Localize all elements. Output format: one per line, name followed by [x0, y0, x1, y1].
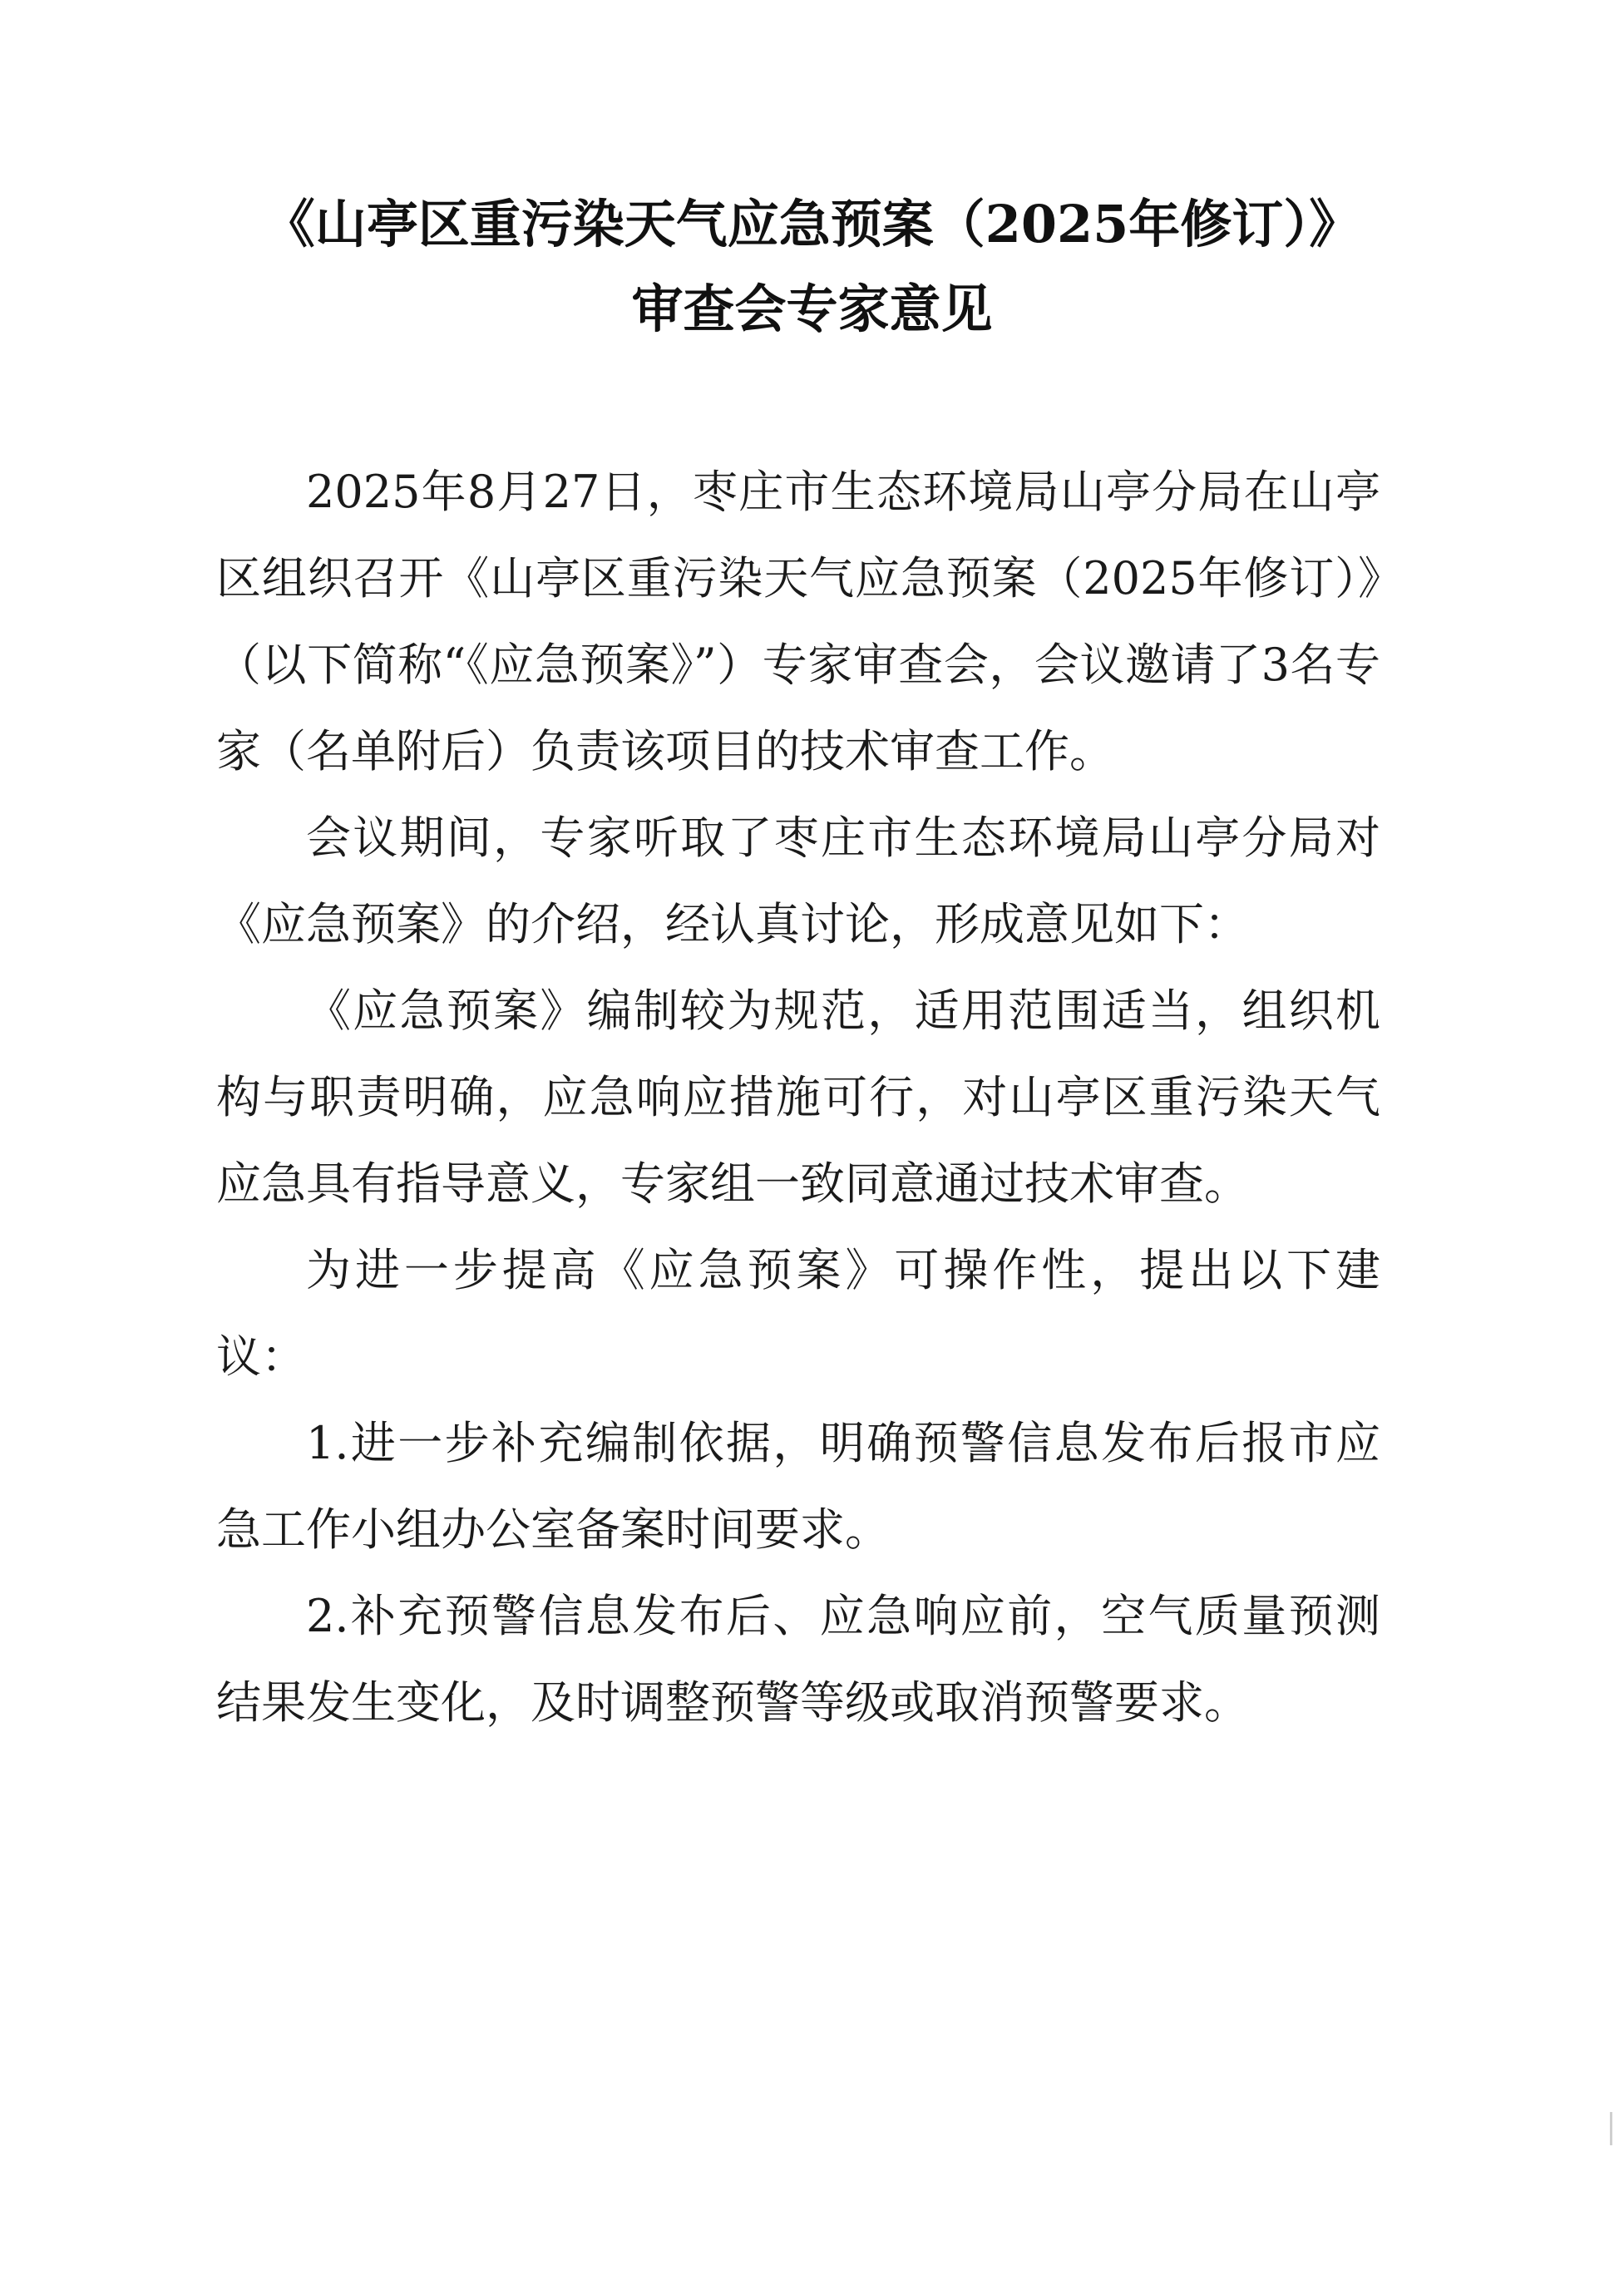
- suggestion-item-1: 1.进一步补充编制依据，明确预警信息发布后报市应急工作小组办公室备案时间要求。: [216, 1417, 1380, 1556]
- paragraph-review-conclusion: 《应急预案》编制较为规范，适用范围适当，组织机构与职责明确，应急响应措施可行，对山亭区重污染天气应急具有指导意义，专家组一致同意通过技术审查。: [216, 984, 1380, 1210]
- paragraph-meeting-info: 2025年8月27日，枣庄市生态环境局山亭分局在山亭区组织召开《山亭区重污染天气应急预案（2025年修订）》（以下简称“《应急预案》”）专家审查会，会议邀请了3名专家（名单附后）负责该项目的技术审查工作。: [216, 466, 1380, 777]
- document-title-line1: 《山亭区重污染天气应急预案（2025年修订）》: [263, 194, 1361, 254]
- paragraph-meeting-process: 会议期间，专家听取了枣庄市生态环境局山亭分局对《应急预案》的介绍，经认真讨论，形成意见如下：: [216, 812, 1380, 950]
- document-body: [216, 449, 1380, 1746]
- suggestion-item-2: 2.补充预警信息发布后、应急响应前，空气质量预测结果发生变化，及时调整预警等级或取消预警要求。: [216, 1590, 1380, 1729]
- document-title-line2: 审查会专家意见: [631, 279, 993, 339]
- scan-edge-mark: [1610, 2112, 1612, 2145]
- paragraph-suggestions-intro: 为进一步提高《应急预案》可操作性，提出以下建议：: [216, 1244, 1380, 1383]
